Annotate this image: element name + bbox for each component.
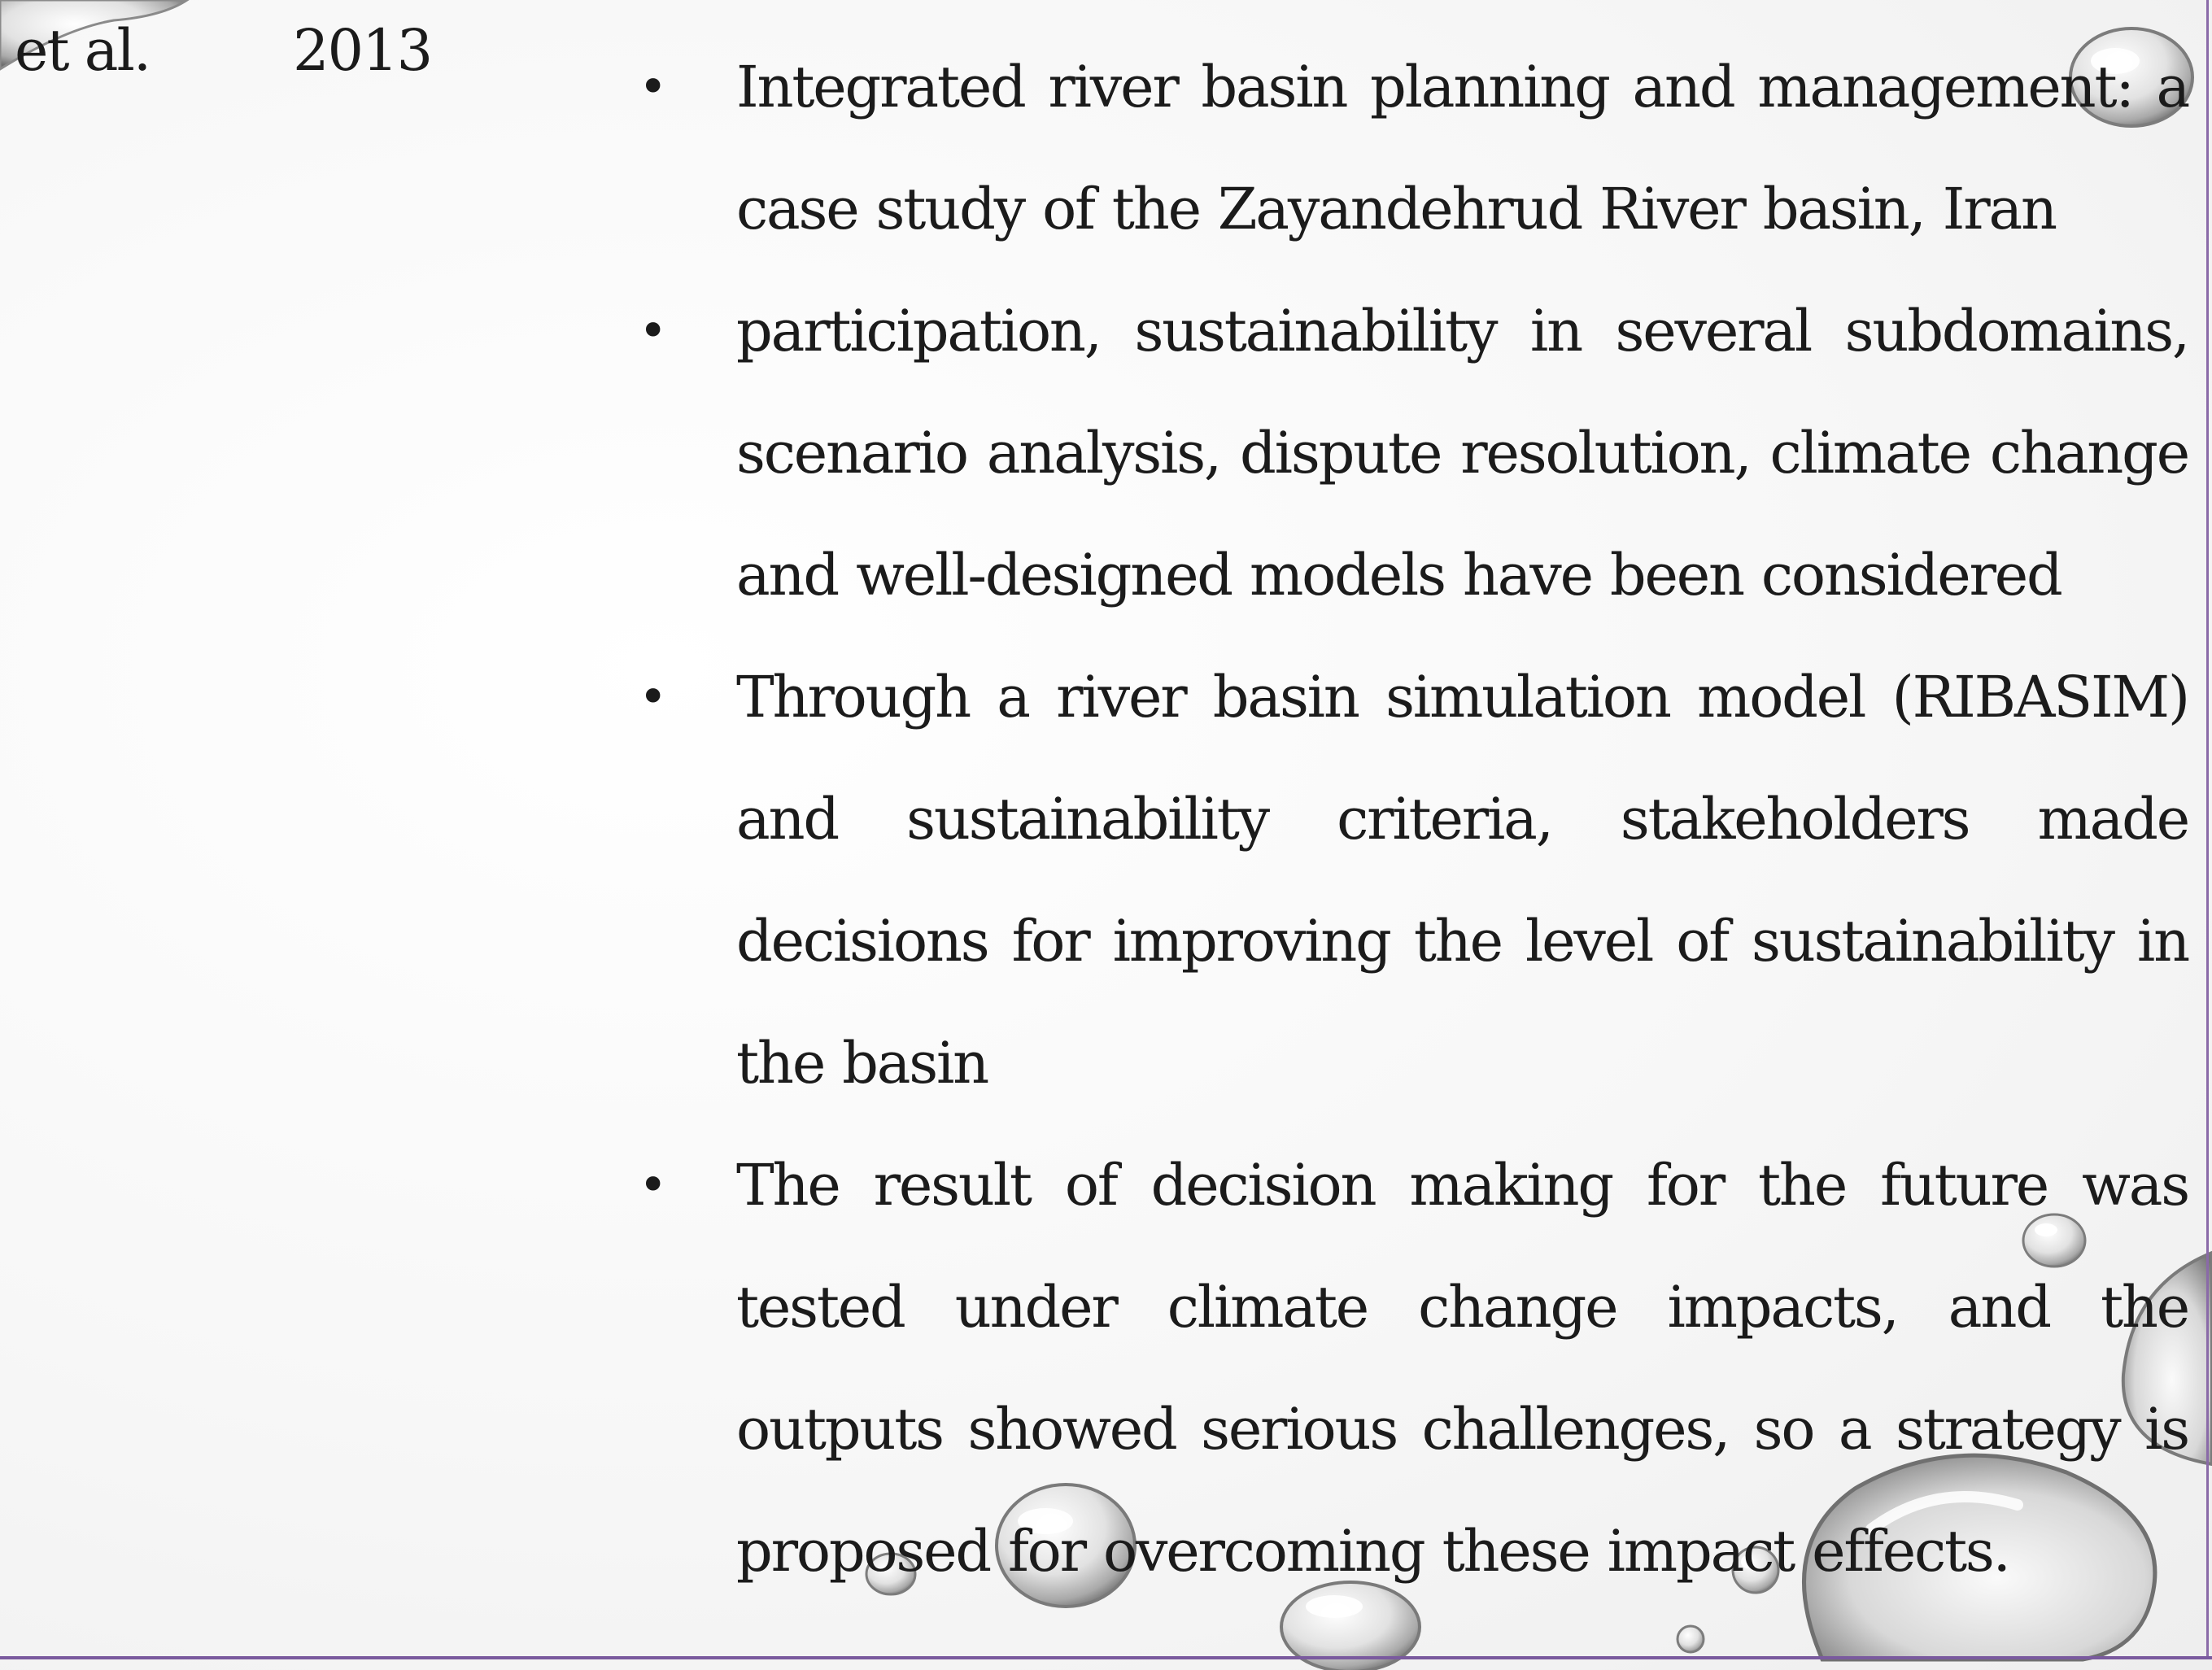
bullet-marker: •	[639, 669, 666, 726]
findings-cell	[639, 26, 2188, 1612]
bullet-list	[639, 26, 2188, 1612]
bullet-text: participation, sustainability in several subdomains, scenario analysis, dispute resolution, climate change and well-designed models have been considered	[736, 298, 2188, 608]
bullet-text: The result of decision making for the future was tested under climate change impacts, and the outputs showed serious challenges, so a strategy is proposed for overcoming these impact effects.	[736, 1152, 2188, 1585]
bullet-text: Through a river basin simulation model (RIBASIM) and sustainability criteria, stakeholders made decisions for improving the level of sustainability in the basin	[736, 664, 2188, 1097]
bullet-item	[639, 1124, 2188, 1612]
bullet-text: Integrated river basin planning and management: a case study of the Zayandehrud River basin, Iran	[736, 54, 2188, 242]
bullet-marker: •	[639, 303, 666, 360]
bullet-marker: •	[639, 59, 666, 116]
bullet-marker: •	[639, 1157, 666, 1214]
bottom-border-rule	[0, 1656, 2212, 1659]
bullet-item	[639, 270, 2188, 636]
author-text: et al.	[15, 17, 151, 84]
water-droplet-icon	[1678, 1626, 1704, 1652]
bullet-item	[639, 26, 2188, 270]
bullet-item	[639, 636, 2188, 1124]
year-text: 2013	[293, 17, 432, 84]
right-border-rule	[2206, 0, 2209, 1659]
